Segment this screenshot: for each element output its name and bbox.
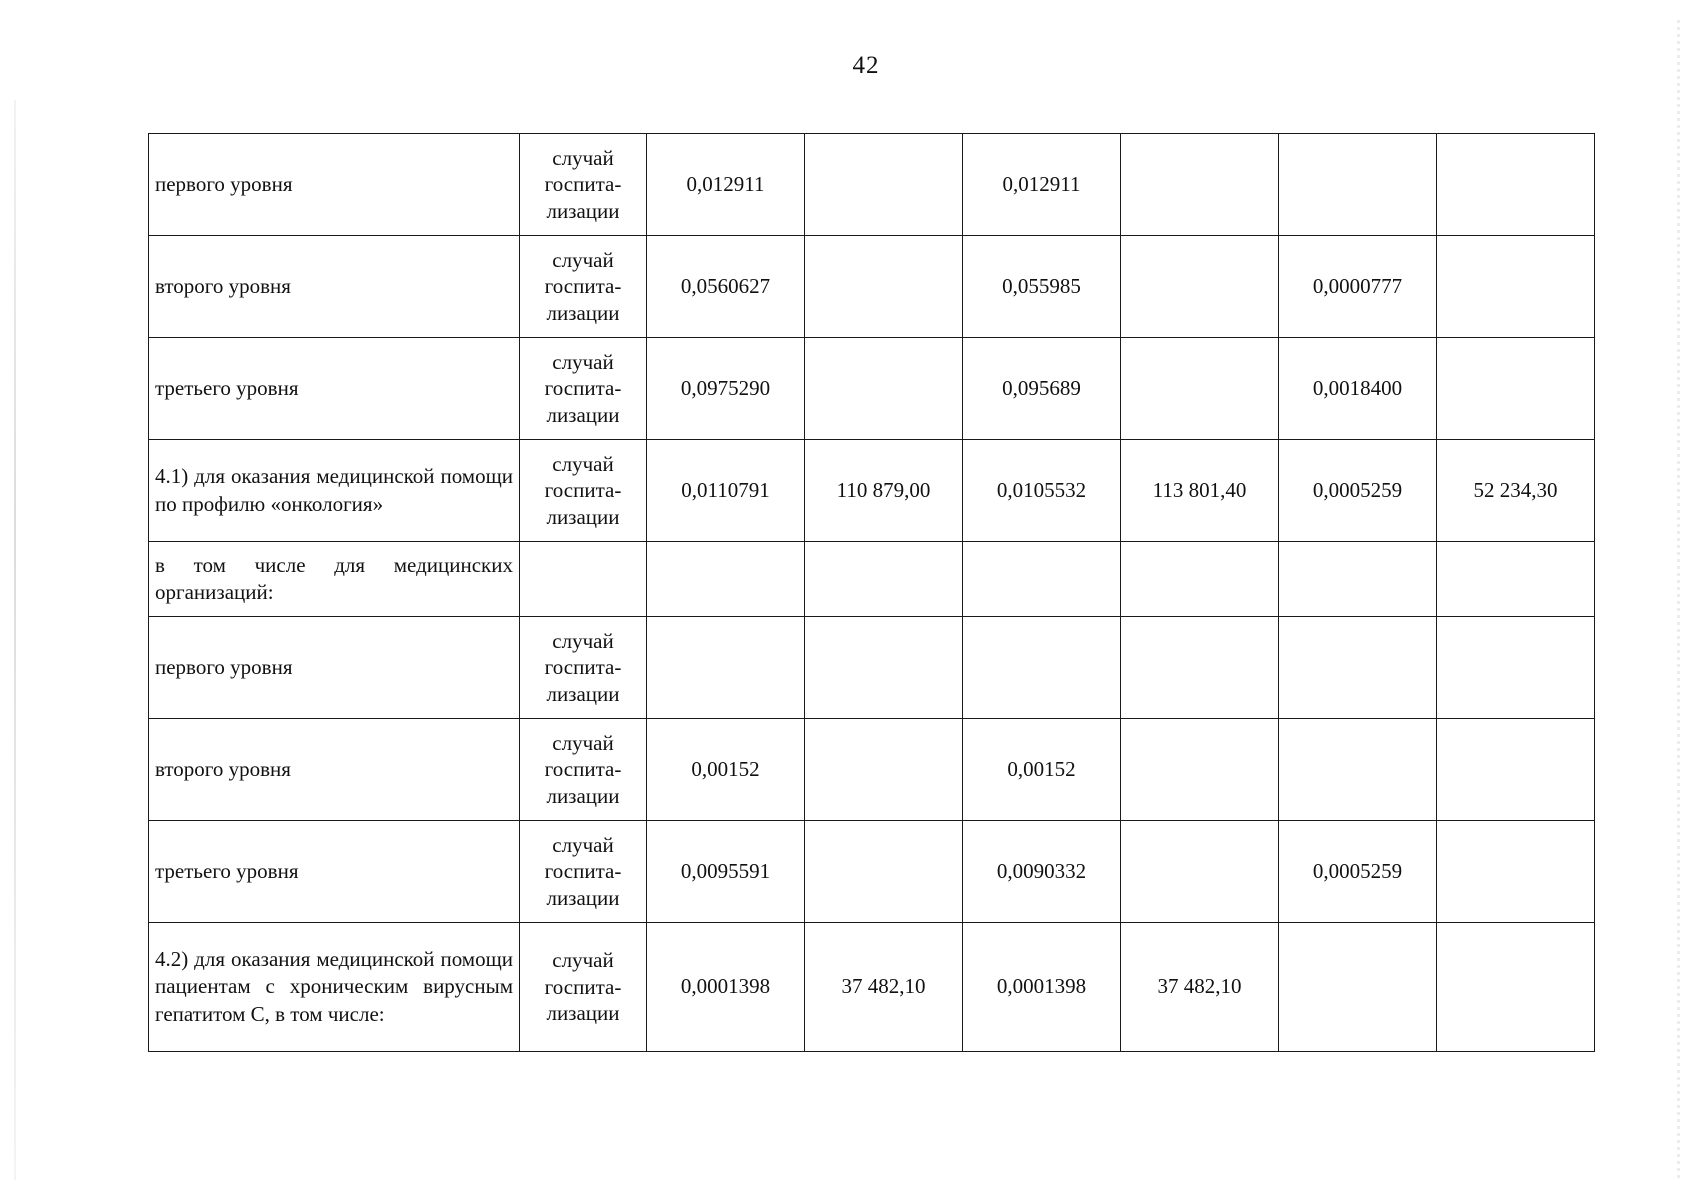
value-cell (647, 617, 805, 719)
value-cell (1279, 617, 1437, 719)
value-cell: 0,0005259 (1279, 821, 1437, 923)
unit-cell: случай госпита-лизации (520, 134, 647, 236)
table-row (149, 821, 1595, 923)
value-cell (647, 542, 805, 617)
value-cell: 0,00152 (647, 719, 805, 821)
value-cell (1437, 338, 1595, 440)
row-name-cell: 4.2) для оказания медицинской помощи пациентам с хроническим вирусным гепатитом С, в том числе: (149, 923, 520, 1052)
table-row (149, 134, 1595, 236)
table-row (149, 719, 1595, 821)
unit-cell: случай госпита-лизации (520, 719, 647, 821)
page-number: 42 (852, 52, 880, 79)
value-cell: 110 879,00 (805, 440, 963, 542)
value-cell (805, 719, 963, 821)
value-cell (1437, 134, 1595, 236)
value-cell: 0,012911 (647, 134, 805, 236)
value-cell (1437, 719, 1595, 821)
value-cell: 37 482,10 (1121, 923, 1279, 1052)
value-cell (1437, 236, 1595, 338)
value-cell (1279, 134, 1437, 236)
row-name-cell: второго уровня (149, 236, 520, 338)
value-cell: 0,00152 (963, 719, 1121, 821)
row-name-cell: 4.1) для оказания медицинской помощи по профилю «онкология» (149, 440, 520, 542)
value-cell: 52 234,30 (1437, 440, 1595, 542)
value-cell (805, 338, 963, 440)
unit-cell (520, 542, 647, 617)
value-cell (805, 236, 963, 338)
row-name-cell: третьего уровня (149, 338, 520, 440)
unit-cell: случай госпита-лизации (520, 821, 647, 923)
value-cell (1279, 542, 1437, 617)
value-cell (963, 617, 1121, 719)
value-cell (1121, 719, 1279, 821)
data-table (148, 133, 1595, 1052)
value-cell: 37 482,10 (805, 923, 963, 1052)
value-cell: 0,0095591 (647, 821, 805, 923)
value-cell: 0,0975290 (647, 338, 805, 440)
value-cell: 0,095689 (963, 338, 1121, 440)
row-name-cell: в том числе для медицинских организаций: (149, 542, 520, 617)
unit-cell: случай госпита-лизации (520, 440, 647, 542)
value-cell: 0,0001398 (963, 923, 1121, 1052)
value-cell: 0,0001398 (647, 923, 805, 1052)
value-cell: 0,0110791 (647, 440, 805, 542)
value-cell (1437, 821, 1595, 923)
value-cell: 0,0005259 (1279, 440, 1437, 542)
value-cell: 0,0018400 (1279, 338, 1437, 440)
table-row (149, 338, 1595, 440)
value-cell (1437, 923, 1595, 1052)
value-cell: 0,012911 (963, 134, 1121, 236)
value-cell (805, 542, 963, 617)
value-cell (1121, 821, 1279, 923)
value-cell: 0,0560627 (647, 236, 805, 338)
unit-cell: случай госпита-лизации (520, 236, 647, 338)
value-cell (1437, 617, 1595, 719)
value-cell (1121, 134, 1279, 236)
table-row (149, 617, 1595, 719)
value-cell (1279, 719, 1437, 821)
value-cell (1121, 338, 1279, 440)
unit-cell: случай госпита-лизации (520, 617, 647, 719)
table-row (149, 542, 1595, 617)
value-cell: 0,0090332 (963, 821, 1121, 923)
unit-cell: случай госпита-лизации (520, 338, 647, 440)
value-cell (805, 134, 963, 236)
value-cell: 0,055985 (963, 236, 1121, 338)
value-cell: 113 801,40 (1121, 440, 1279, 542)
value-cell: 0,0105532 (963, 440, 1121, 542)
unit-cell: случай госпита-лизации (520, 923, 647, 1052)
row-name-cell: третьего уровня (149, 821, 520, 923)
value-cell (805, 821, 963, 923)
row-name-cell: первого уровня (149, 134, 520, 236)
value-cell (1121, 542, 1279, 617)
table-row (149, 923, 1595, 1052)
scan-edge-right (1677, 20, 1680, 1180)
table-row (149, 440, 1595, 542)
value-cell (1121, 236, 1279, 338)
value-cell (1279, 923, 1437, 1052)
row-name-cell: второго уровня (149, 719, 520, 821)
value-cell: 0,0000777 (1279, 236, 1437, 338)
value-cell (1121, 617, 1279, 719)
value-cell (805, 617, 963, 719)
value-cell (1437, 542, 1595, 617)
row-name-cell: первого уровня (149, 617, 520, 719)
scan-edge-left (14, 100, 16, 1180)
table-row (149, 236, 1595, 338)
value-cell (963, 542, 1121, 617)
